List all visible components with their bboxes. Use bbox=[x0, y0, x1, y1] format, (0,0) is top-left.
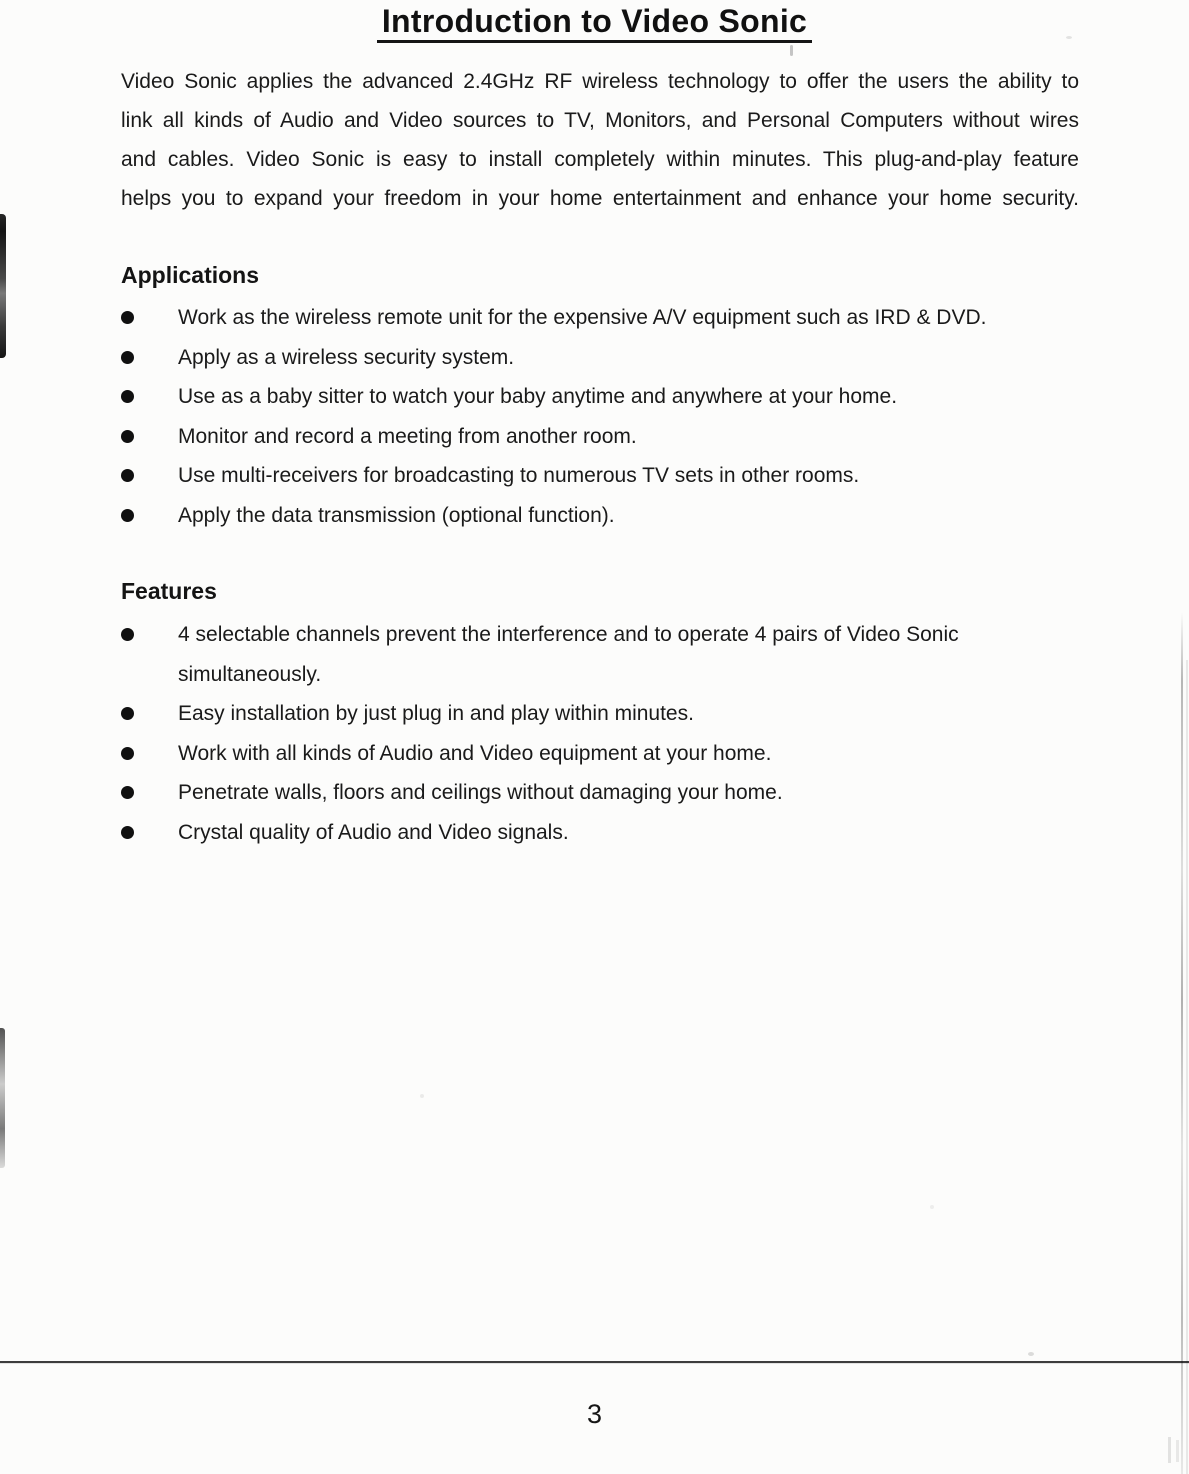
scan-speck bbox=[1028, 1352, 1034, 1356]
page-number: 3 bbox=[586, 1399, 603, 1429]
scan-speck bbox=[790, 45, 793, 56]
features-heading: Features bbox=[121, 578, 217, 604]
feature-item-text: Penetrate walls, floors and ceilings without damaging your home. bbox=[178, 781, 783, 804]
scan-streak-left-bottom bbox=[0, 1028, 5, 1168]
bullet-icon bbox=[121, 390, 134, 403]
application-item bbox=[121, 417, 1079, 457]
application-item bbox=[121, 496, 1079, 536]
intro-paragraph bbox=[121, 62, 1079, 218]
application-item bbox=[121, 298, 1079, 338]
application-item-text: Apply as a wireless security system. bbox=[178, 345, 515, 369]
bullet-icon bbox=[121, 707, 134, 720]
intro-line-2: link all kinds of Audio and Video sources to TV, Monitors, and Personal Computers without wires bbox=[121, 109, 1079, 132]
section-applications bbox=[121, 262, 1079, 535]
feature-item bbox=[121, 773, 1079, 813]
title-row bbox=[0, 0, 1189, 43]
scan-speck bbox=[930, 1205, 934, 1209]
feature-item-text: Crystal quality of Audio and Video signals. bbox=[178, 820, 569, 844]
feature-item bbox=[121, 615, 1079, 694]
bullet-icon bbox=[121, 628, 134, 641]
bullet-icon bbox=[121, 826, 134, 839]
footer-rule bbox=[0, 1361, 1189, 1363]
intro-line-3: and cables. Video Sonic is easy to install completely within minutes. This plug-and-play feature bbox=[121, 148, 1079, 171]
feature-item-text: 4 selectable channels prevent the interference and to operate 4 pairs of Video Sonic simultaneously. bbox=[178, 623, 959, 686]
scan-edge-line-right bbox=[1181, 612, 1183, 1474]
features-list bbox=[121, 615, 1079, 852]
scan-edge-mark bbox=[1176, 1440, 1179, 1462]
application-item-text: Monitor and record a meeting from another room. bbox=[178, 424, 637, 448]
bullet-icon bbox=[121, 786, 134, 799]
application-item bbox=[121, 456, 1079, 496]
applications-list bbox=[121, 298, 1079, 535]
bullet-icon bbox=[121, 311, 134, 324]
bullet-icon bbox=[121, 430, 134, 443]
applications-heading: Applications bbox=[121, 262, 260, 288]
page-body bbox=[0, 62, 1189, 852]
feature-item-text: Work with all kinds of Audio and Video equipment at your home. bbox=[178, 741, 772, 765]
application-item-text: Use multi-receivers for broadcasting to numerous TV sets in other rooms. bbox=[178, 464, 860, 487]
bullet-icon bbox=[121, 351, 134, 364]
scan-speck bbox=[1066, 36, 1072, 39]
intro-line-1: Video Sonic applies the advanced 2.4GHz RF wireless technology to offer the users the ability to bbox=[121, 70, 1079, 93]
scan-speck bbox=[420, 1094, 424, 1098]
application-item bbox=[121, 338, 1079, 378]
scan-edge-line-right-outer bbox=[1186, 660, 1188, 1474]
feature-item bbox=[121, 813, 1079, 853]
section-features bbox=[121, 578, 1079, 852]
feature-item-text: Easy installation by just plug in and play within minutes. bbox=[178, 702, 694, 725]
application-item-text: Apply the data transmission (optional function). bbox=[178, 503, 615, 527]
intro-line-4: helps you to expand your freedom in your home entertainment and enhance your home security. bbox=[121, 187, 1079, 210]
feature-item bbox=[121, 694, 1079, 734]
scan-streak-left-top bbox=[0, 214, 6, 358]
bullet-icon bbox=[121, 469, 134, 482]
scan-edge-mark bbox=[1168, 1437, 1171, 1463]
bullet-icon bbox=[121, 747, 134, 760]
application-item bbox=[121, 377, 1079, 417]
application-item-text: Use as a baby sitter to watch your baby anytime and anywhere at your home. bbox=[178, 385, 898, 408]
feature-item bbox=[121, 734, 1079, 774]
page-title: Introduction to Video Sonic bbox=[377, 3, 812, 43]
application-item-text: Work as the wireless remote unit for the expensive A/V equipment such as IRD & DVD. bbox=[178, 306, 987, 329]
bullet-icon bbox=[121, 509, 134, 522]
